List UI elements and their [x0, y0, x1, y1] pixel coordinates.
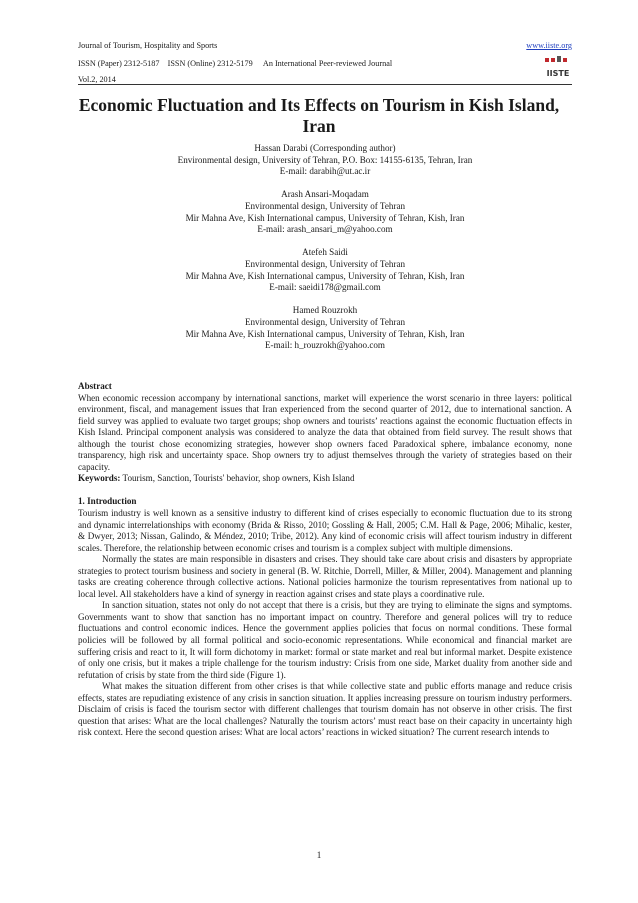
author-affiliation: Environmental design, University of Tehran: [244, 258, 406, 269]
author-affiliation: Environmental design, University of Tehran: [244, 200, 406, 211]
author-campus: Mir Mahna Ave, Kish International campus, University of Tehran, Kish, Iran: [185, 212, 465, 223]
paper-body: [78, 381, 572, 739]
author-name: Hassan Darabi (Corresponding author): [254, 143, 396, 153]
paragraph: Tourism industry is well known as a sensitive industry to different kind of crises especially to economic fluctuation due to its strong and dynamic interrelationships with economy (Brida & Risso, 2010; Gossling & Hall, 2005; C.M. Hall & Page, 2006; Mihalic, kester, & Dwyer, 2013; Nissan, Galindo, & Méndez, 2010; Tribe, 2012). Any kind of economic crisis will affect tourism industry in different scales. Therefore, the relationship between economic crises and tourism is a complex subject with multiple dimensions.: [78, 508, 572, 553]
author-3: [78, 247, 572, 293]
volume-label: Vol.2, 2014: [78, 75, 116, 84]
author-name: Arash Ansari-Moqadam: [281, 189, 369, 200]
author-email: E-mail: arash_ansari_m@yahoo.com: [257, 224, 393, 235]
issn-print: ISSN (Paper) 2312-5187: [78, 59, 160, 68]
author-1: [78, 143, 572, 178]
paper-title: Economic Fluctuation and Its Effects on Tourism in Kish Island, Iran: [78, 95, 560, 136]
abstract-text: When economic recession accompany by international sanctions, market will experience the worst scenario in three layers: political environment, fiscal, and management issues that Iran experienced from the second quarter of 2012, due to international sanction. A field survey was applied to evaluate two target groups; shop owners and tourists’ reactions against the economic fluctuation effects in Kish Island. Principal component analysis was considered to analyze the data that obtained from field survey. The result shows that although the tourist chose economizing strategies, however shop owners faced Paradoxical sphere, imbalance economy, none transparency, high risk and uncertainty space. Shop owners try to adjust themselves through the variety of strategies based on their capacity.: [78, 392, 572, 472]
abstract-heading: Abstract: [78, 381, 112, 391]
peer-review-note: An International Peer-reviewed Journal: [262, 59, 393, 68]
logo-text: IISTE: [546, 69, 570, 78]
author-affiliation: Environmental design, University of Tehran, P.O. Box: 14155-6135, Tehran, Iran: [177, 154, 473, 165]
issn-online: ISSN (Online) 2312-5179: [167, 59, 253, 68]
author-4: [78, 305, 572, 351]
issn-line: [78, 60, 392, 68]
keywords-line: [78, 473, 572, 485]
author-name: Atefeh Saidi: [302, 247, 348, 258]
author-email: E-mail: saeidi178@gmail.com: [269, 282, 381, 293]
author-email: E-mail: h_rouzrokh@yahoo.com: [265, 340, 385, 351]
journal-url-link[interactable]: www.iiste.org: [526, 41, 572, 50]
paragraph: What makes the situation different from other crises is that while collective state and public efforts manage and reduce crisis effects, states are repudiating existence of any crisis in sanction situation. It applies increasing pressure on tourism industry performers. Disclaim of crisis is faced the tourism sector with different challenges that tourism domain has not observe in other crisis. The first question that arises: What are the local challenges? Naturally the tourism actors’ must react base on their capacity in uncertainty high risk context. Here the second question arises: What are local actors’ reactions in wicked situation? The current research intends to: [78, 681, 572, 738]
paragraph: In sanction situation, states not only do not accept that there is a crisis, but they are trying to eliminate the signs and symptoms. Governments want to show that sanction has no important impact on country. Therefore and general polices will try to reduce fluctuations and control economic indices. Hence the government applies policies that focus on normal conditions. These formal policies will be followed by all formal political and socio-economic representations. While economical and financial market are suffering crisis and react to it, It will form dichotomy in market: formal or state market and real but informal market. Despite existence of only one crisis, but it makes a triple challenge for the tourism industry: Crisis from one side, Market duality from another side and refutation of crisis by state from the third side (Figure 1).: [78, 600, 572, 680]
journal-name: Journal of Tourism, Hospitality and Sports: [78, 41, 218, 50]
author-campus: Mir Mahna Ave, Kish International campus, University of Tehran, Kish, Iran: [185, 270, 465, 281]
section-heading: 1. Introduction: [78, 496, 137, 507]
header-rule: [78, 84, 572, 85]
author-block: [78, 143, 572, 363]
paragraph: Normally the states are main responsible in disasters and crises. They should take care about crisis and disasters by appropriate strategies to protect tourism business and society in general (B. W. Ritchie, Dorrell, Miller, & Miller, 2004). Management and planning tasks are creating coherence through collective actions. National policies harmonize the tourism representatives from national up to local level. All stakeholders have a kind of synergy in reaction against crises and state plays a coordinative rule.: [78, 554, 572, 599]
keywords-label: Keywords:: [78, 473, 121, 484]
page-number: 1: [316, 850, 322, 860]
iiste-logo: [544, 56, 572, 82]
keywords-text: Tourism, Sanction, Tourists' behavior, shop owners, Kish Island: [122, 473, 355, 484]
author-campus: Mir Mahna Ave, Kish International campus, University of Tehran, Kish, Iran: [185, 328, 465, 339]
author-2: [78, 189, 572, 235]
journal-header: [78, 41, 572, 84]
author-affiliation: Environmental design, University of Tehran: [244, 316, 406, 327]
author-name: Hamed Rouzrokh: [292, 305, 358, 316]
author-email: E-mail: darabih@ut.ac.ir: [279, 166, 371, 177]
